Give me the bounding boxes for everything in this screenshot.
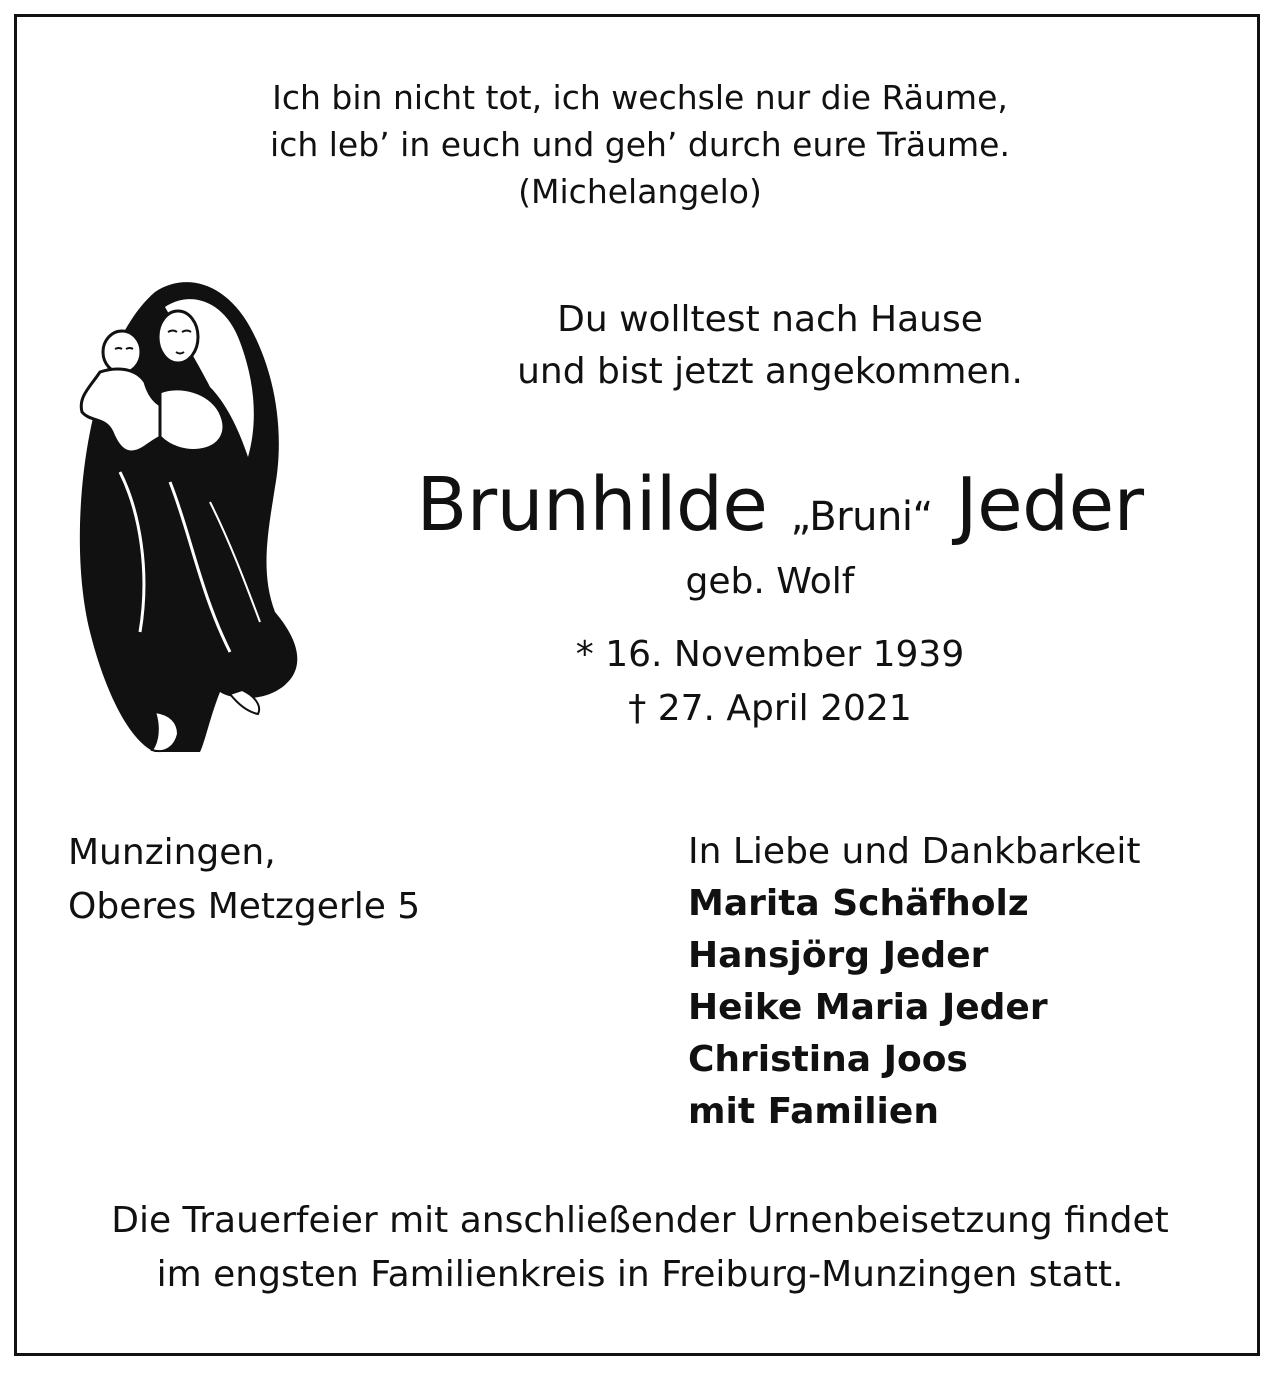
- mourner-name: Christina Joos: [688, 1039, 968, 1080]
- madonna-with-child-icon: [60, 272, 310, 762]
- quote-author: (Michelangelo): [518, 172, 762, 211]
- address-block: [68, 826, 420, 934]
- ceremony-line-1: Die Trauerfeier mit anschließender Urnenbeisetzung findet: [111, 1200, 1169, 1241]
- motto-line-2: und bist jetzt angekommen.: [517, 351, 1023, 392]
- deceased-last-name: Jeder: [955, 462, 1144, 548]
- mourner-name: Hansjörg Jeder: [688, 935, 989, 976]
- motto-line-1: Du wolltest nach Hause: [557, 299, 983, 340]
- address-line-1: Munzingen,: [68, 832, 276, 873]
- quote-block: [0, 74, 1280, 215]
- death-date: † 27. April 2021: [628, 688, 912, 729]
- ceremony-notice: [0, 1194, 1280, 1302]
- birth-name: geb. Wolf: [685, 561, 855, 602]
- motto-block: [420, 294, 1120, 398]
- mourner-families: mit Familien: [688, 1091, 939, 1132]
- ceremony-line-2: im engsten Familienkreis in Freiburg-Munzingen statt.: [156, 1254, 1124, 1295]
- deceased-name: [330, 460, 1230, 562]
- deceased-first-name: Brunhilde: [416, 462, 768, 548]
- mourners-block: [688, 826, 1140, 1138]
- life-dates: [420, 628, 1120, 736]
- quote-line-2: ich leb’ in euch und geh’ durch eure Träume.: [270, 125, 1010, 164]
- mourner-name: Heike Maria Jeder: [688, 987, 1048, 1028]
- mourner-name: Marita Schäfholz: [688, 883, 1029, 924]
- deceased-nickname: „Bruni“: [790, 494, 933, 540]
- birth-date: * 16. November 1939: [575, 634, 965, 675]
- quote-line-1: Ich bin nicht tot, ich wechsle nur die Räume,: [272, 78, 1008, 117]
- address-line-2: Oberes Metzgerle 5: [68, 886, 421, 927]
- mourners-intro: In Liebe und Dankbarkeit: [688, 831, 1141, 872]
